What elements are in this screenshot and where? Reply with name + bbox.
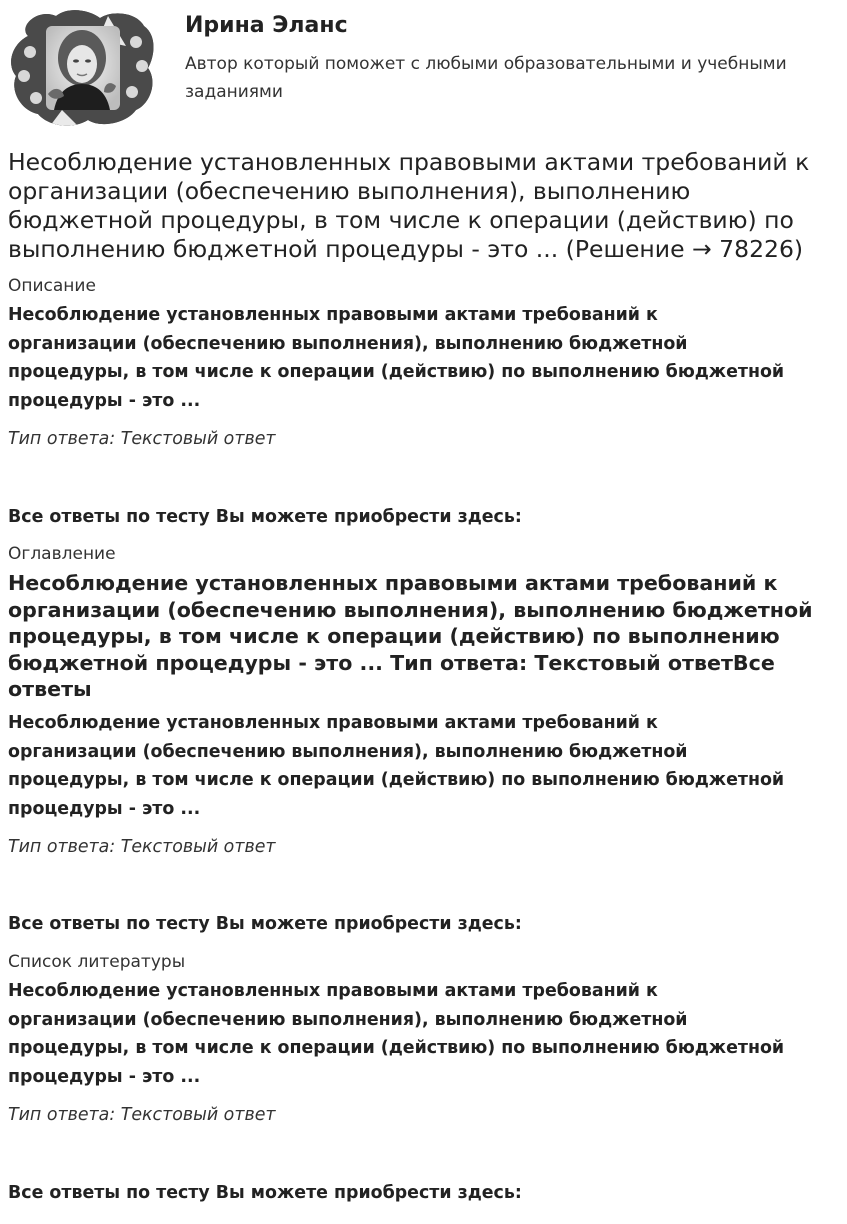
author-name[interactable]: Ирина Эланс [185,13,348,38]
contents-answer-type: Тип ответа: Текстовый ответ [8,837,276,857]
references-buy-note: Все ответы по тесту Вы можете приобрести здесь: [8,1183,522,1203]
description-question: Несоблюдение установленных правовыми актами требований к организации (обеспечению выполнения), выполнению бюджетной процедуры, в том числе к операции (действию) по выполнению бюджетной процедуры - это ... [8,305,785,412]
author-card [8,0,840,132]
description-answer-type: Тип ответа: Текстовый ответ [8,429,276,449]
contents-heading: Несоблюдение установленных правовыми актами требований к организации (обеспечению выполнения), выполнению бюджетной процедуры, в том числе к операции (действию) по выполнению бюджетной процедуры - это ... Тип ответа: Текстовый ответВсе ответы [8,571,813,701]
contents-question: Несоблюдение установленных правовыми актами требований к организации (обеспечению выполнения), выполнению бюджетной процедуры, в том числе к операции (действию) по выполнению бюджетной процедуры - это ... [8,713,785,820]
contents-buy-note: Все ответы по тесту Вы можете приобрести здесь: [8,914,522,934]
page [8,0,840,1203]
description-label: Описание [8,276,96,296]
author-avatar[interactable] [8,6,156,128]
contents-label: Оглавление [8,544,116,564]
description-buy-note: Все ответы по тесту Вы можете приобрести здесь: [8,507,522,527]
references-answer-type: Тип ответа: Текстовый ответ [8,1105,276,1125]
page-title: Несоблюдение установленных правовыми актами требований к организации (обеспечению выполнения), выполнению бюджетной процедуры, в том числе к операции (действию) по выполнению бюджетной процедуры - это ... (Решение → 78226) [8,148,810,263]
references-question: Несоблюдение установленных правовыми актами требований к организации (обеспечению выполнения), выполнению бюджетной процедуры, в том числе к операции (действию) по выполнению бюджетной процедуры - это ... [8,981,785,1088]
author-description: Автор который поможет с любыми образовательными и учебными заданиями [185,54,787,102]
references-label: Список литературы [8,952,186,972]
